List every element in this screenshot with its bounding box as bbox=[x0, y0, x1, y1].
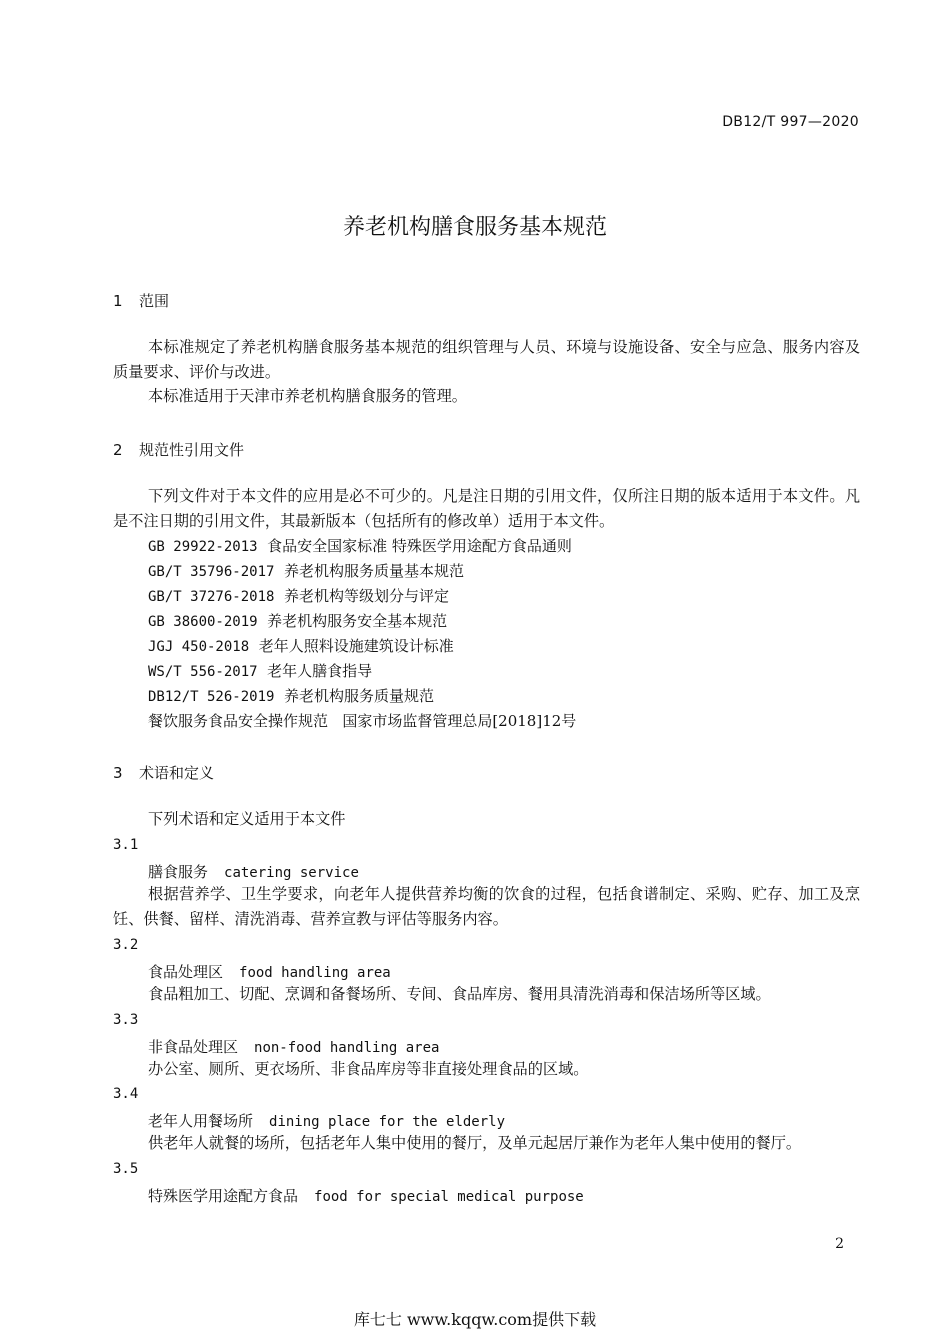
term-number: 3.4 bbox=[113, 1086, 139, 1102]
section-title: 范围 bbox=[139, 292, 170, 310]
document-title: 养老机构膳食服务基本规范 bbox=[342, 215, 607, 240]
scope-paragraph-1: 本标准规定了养老机构膳食服务基本规范的组织管理与人员、环境与设施设备、安全与应急、服务内容及质量要求、评价与改进。 bbox=[113, 338, 860, 381]
term-en: dining place for the elderly bbox=[269, 1114, 506, 1130]
reference-code: DB12/T 526-2019 bbox=[148, 689, 275, 705]
section-number: 2 bbox=[113, 441, 123, 459]
reference-item bbox=[148, 709, 576, 734]
reference-item bbox=[148, 584, 449, 610]
section-number: 3 bbox=[113, 764, 123, 782]
reference-title: 养老机构等级划分与评定 bbox=[283, 587, 449, 605]
section-heading-scope bbox=[113, 290, 169, 311]
terms-intro: 下列术语和定义适用于本文件 bbox=[148, 810, 346, 828]
reference-code: WS/T 556-2017 bbox=[148, 664, 258, 680]
reference-code: JGJ 450-2018 bbox=[148, 639, 250, 655]
reference-item bbox=[148, 559, 464, 585]
term-zh: 老年人用餐场所 bbox=[148, 1112, 254, 1130]
term-en: catering service bbox=[224, 865, 359, 881]
standard-code: DB12/T 997—2020 bbox=[722, 114, 859, 130]
reference-title: 养老机构服务安全基本规范 bbox=[267, 612, 448, 630]
reference-title: 老年人照料设施建筑设计标准 bbox=[258, 637, 454, 655]
reference-item bbox=[148, 634, 454, 660]
term-number: 3.2 bbox=[113, 937, 139, 953]
term-heading bbox=[148, 1036, 439, 1057]
reference-code: 餐饮服务食品安全操作规范 bbox=[148, 712, 329, 730]
page-number: 2 bbox=[835, 1236, 844, 1252]
section-number: 1 bbox=[113, 292, 123, 310]
scope-paragraph-2: 本标准适用于天津市养老机构膳食服务的管理。 bbox=[148, 387, 467, 405]
references-intro: 下列文件对于本文件的应用是必不可少的。凡是注日期的引用文件，仅所注日期的版本适用于本文件。凡是不注日期的引用文件，其最新版本（包括所有的修改单）适用于本文件。 bbox=[113, 487, 860, 530]
reference-title: 养老机构服务质量规范 bbox=[283, 687, 434, 705]
term-definition: 根据营养学、卫生学要求，向老年人提供营养均衡的饮食的过程，包括食谱制定、采购、贮存、加工及烹饪、供餐、留样、清洗消毒、营养宣教与评估等服务内容。 bbox=[113, 885, 860, 928]
term-zh: 膳食服务 bbox=[148, 863, 209, 881]
section-heading-references bbox=[113, 439, 244, 460]
term-definition: 食品粗加工、切配、烹调和备餐场所、专间、食品库房、餐用具清洗消毒和保洁场所等区域。 bbox=[148, 985, 771, 1003]
reference-item bbox=[148, 659, 372, 685]
term-en: non-food handling area bbox=[254, 1040, 440, 1056]
term-number: 3.5 bbox=[113, 1161, 139, 1177]
reference-item bbox=[148, 609, 447, 635]
term-heading bbox=[148, 1185, 584, 1206]
term-heading bbox=[148, 961, 391, 982]
section-title: 术语和定义 bbox=[139, 764, 215, 782]
reference-code: GB 29922-2013 bbox=[148, 539, 258, 555]
reference-title: 食品安全国家标准 特殊医学用途配方食品通则 bbox=[267, 537, 572, 555]
reference-code: GB/T 37276-2018 bbox=[148, 589, 275, 605]
reference-item bbox=[148, 534, 572, 560]
term-number: 3.1 bbox=[113, 837, 139, 853]
reference-title: 老年人膳食指导 bbox=[267, 662, 373, 680]
reference-code: GB 38600-2019 bbox=[148, 614, 258, 630]
term-heading bbox=[148, 1110, 505, 1131]
term-definition: 供老年人就餐的场所，包括老年人集中使用的餐厅，及单元起居厅兼作为老年人集中使用的餐厅。 bbox=[148, 1134, 802, 1152]
term-en: food for special medical purpose bbox=[314, 1189, 584, 1205]
reference-code: GB/T 35796-2017 bbox=[148, 564, 275, 580]
download-footer: 库七七 www.kqqw.com提供下载 bbox=[353, 1310, 597, 1329]
term-number: 3.3 bbox=[113, 1012, 139, 1028]
section-title: 规范性引用文件 bbox=[139, 441, 245, 459]
term-zh: 食品处理区 bbox=[148, 963, 224, 981]
term-definition: 办公室、厕所、更衣场所、非食品库房等非直接处理食品的区域。 bbox=[148, 1060, 589, 1078]
term-zh: 特殊医学用途配方食品 bbox=[148, 1187, 299, 1205]
reference-title: 国家市场监督管理总局[2018]12号 bbox=[342, 712, 577, 730]
term-heading bbox=[148, 861, 359, 882]
section-heading-terms bbox=[113, 762, 214, 783]
reference-title: 养老机构服务质量基本规范 bbox=[283, 562, 464, 580]
reference-item bbox=[148, 684, 434, 710]
term-zh: 非食品处理区 bbox=[148, 1038, 239, 1056]
term-en: food handling area bbox=[239, 965, 391, 981]
